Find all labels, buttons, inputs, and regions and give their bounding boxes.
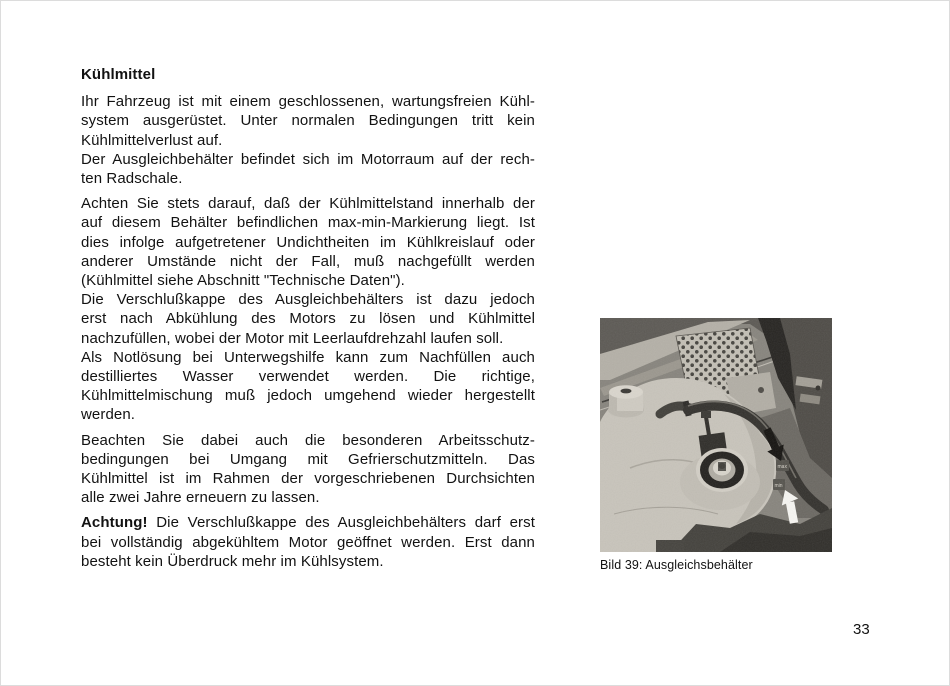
paragraph [81,431,535,508]
text-line: werden. [81,406,136,424]
paragraph [81,513,535,571]
text-line: system ausgerüstet. Unter normalen Bedingungen tritt kein [81,112,535,130]
text-line: Kühlmittel ist im Rahmen der vorgeschriebenen Durchsichten [81,470,535,488]
text-line: bei vollständig abgekühltem Motor geöffnet werden. Erst dann [81,533,535,551]
figure-photo [600,318,832,552]
text-line: Kühlmittelverlust auf. [81,131,223,149]
text-line: Ihr Fahrzeug ist mit einem geschlossenen, wartungsfreien Kühl- [81,93,535,111]
text-line: anderer Umstände nicht der Fall, muß nachgefüllt werden [81,252,535,270]
svg-text:max: max [777,464,787,470]
text-line: auf diesem Behälter befindlichen max-min-Markierung liegt. Ist [81,214,535,232]
figure-caption: Bild 39: Ausgleichsbehälter [600,558,753,572]
text-line: destilliertes Wasser verwendet werden. Die richtige, [81,368,535,386]
text-line: besteht kein Überdruck mehr im Kühlsystem. [81,552,384,570]
section-heading: Kühlmittel [81,66,156,83]
text-line: bedingungen bei Umgang mit Gefrierschutzmitteln. Das [81,450,535,468]
text-line: Achtung! Die Verschlußkappe des Ausgleichbehälters darf erst [81,514,535,532]
body-text [81,92,535,571]
text-column [81,65,535,571]
page-number: 33 [853,621,870,638]
paragraph [81,92,535,188]
text-line: (Kühlmittel siehe Abschnitt "Technische Daten"). [81,272,405,290]
figure [600,318,832,572]
text-line: erst nach Abkühlung des Motors zu lösen und Kühlmittel [81,310,535,328]
text-line: Der Ausgleichbehälter befindet sich im Motorraum auf der rech- [81,150,535,168]
text-line: nachzufüllen, wobei der Motor mit Leerlaufdrehzahl laufen soll. [81,329,504,347]
text-line: Die Verschlußkappe des Ausgleichbehälters ist dazu jedoch [81,291,535,309]
paragraph [81,194,535,424]
text-line: Als Notlösung bei Unterwegshilfe kann zum Nachfüllen auch [81,348,535,366]
text-line: dies infolge aufgetretener Undichtheiten im Kühlkreislauf oder [81,233,535,251]
text-line: Beachten Sie dabei auch die besonderen Arbeitsschutz- [81,431,535,449]
text-line: Achten Sie stets darauf, daß der Kühlmittelstand innerhalb der [81,195,535,213]
text-line: alle zwei Jahre erneuern zu lassen. [81,489,320,507]
svg-text:min: min [774,483,783,489]
text-line: Kühlmittelmischung muß jedoch umgehend wieder hergestellt [81,387,535,405]
text-line: ten Radschale. [81,170,183,188]
achtung-label: Achtung! [81,514,148,532]
